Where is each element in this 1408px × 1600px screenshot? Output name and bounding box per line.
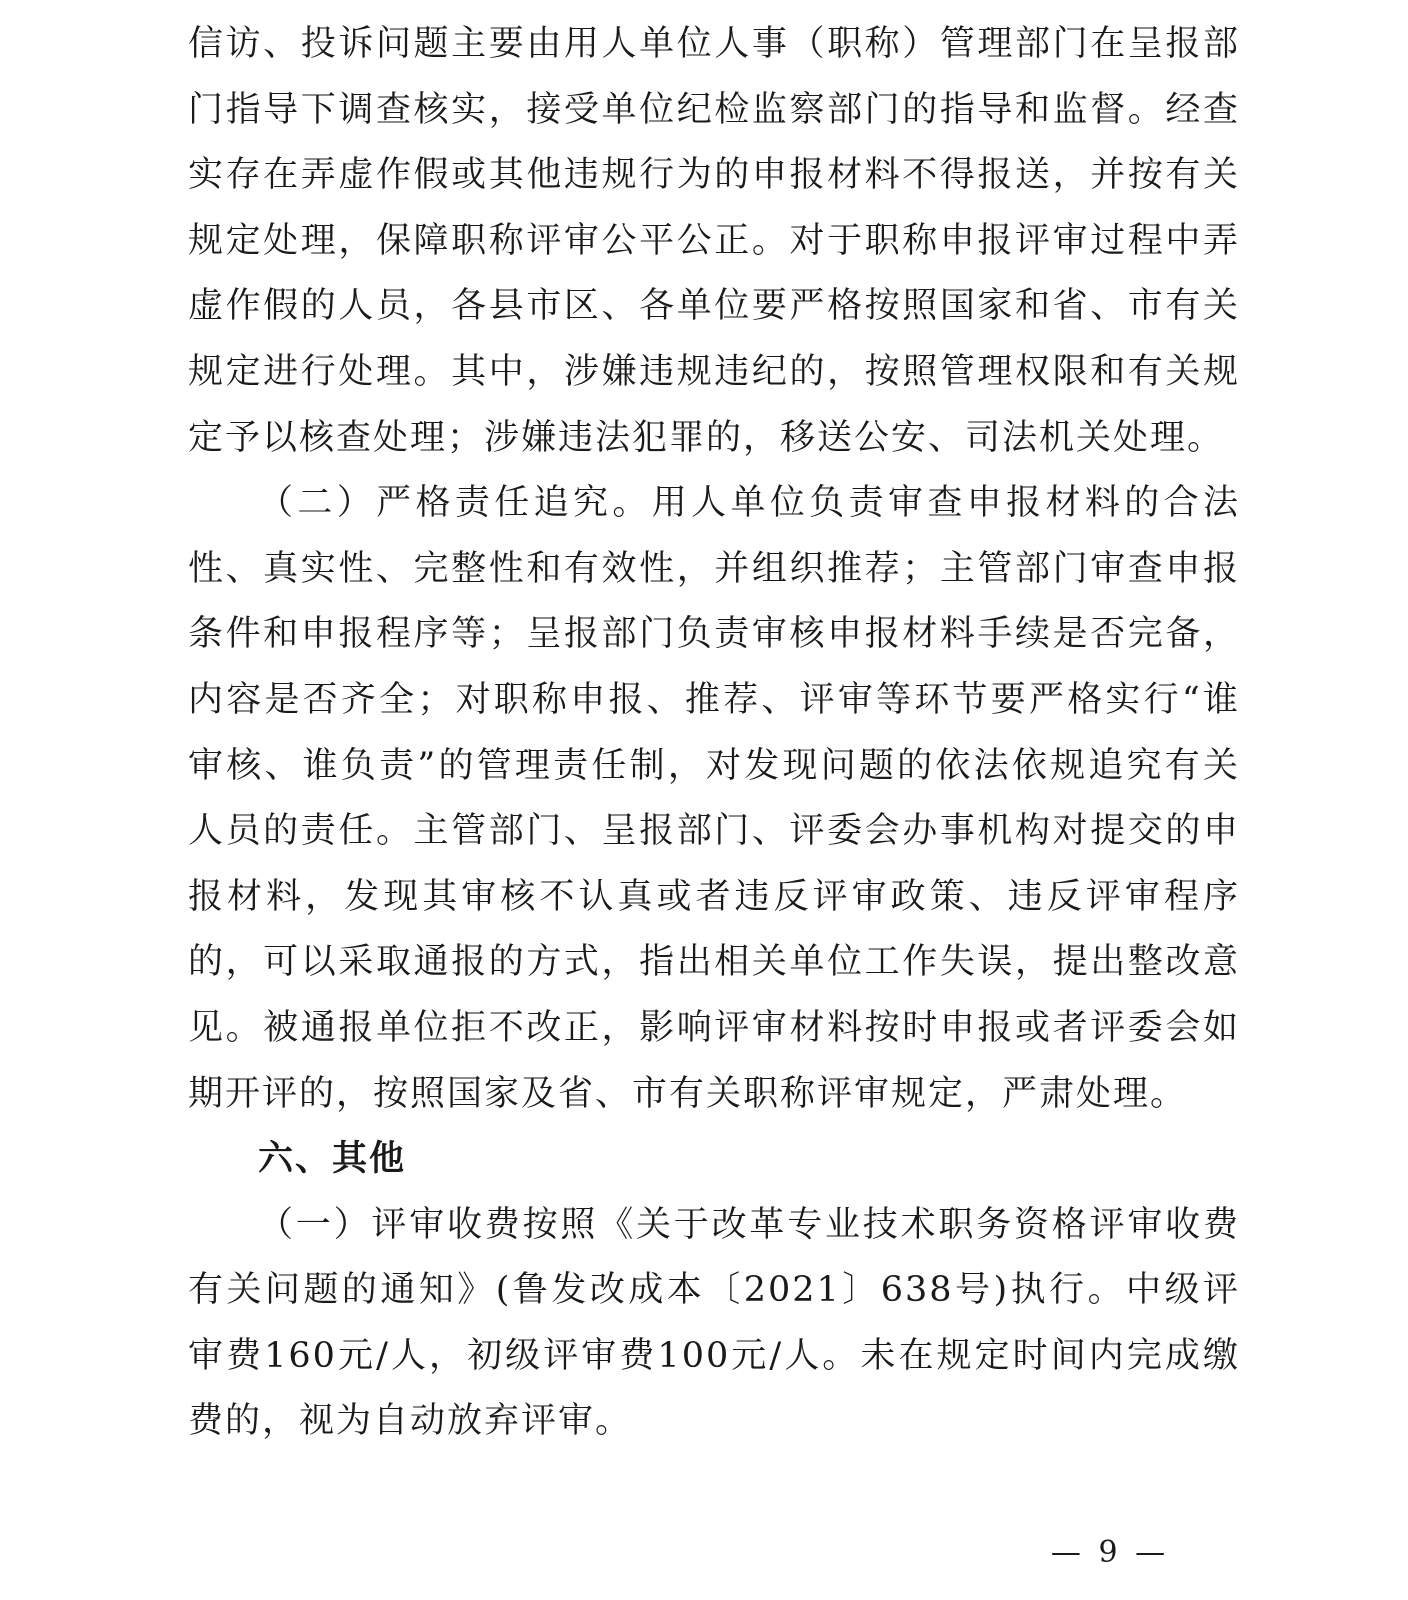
paragraph-accountability: （二）严格责任追究。用人单位负责审查申报材料的合法性、真实性、完整性和有效性，并组织推荐；主管部门审查申报条件和申报程序等；呈报部门负责审核申报材料手续是否完备，内容是否齐全；对职称申报、推荐、评审等环节要严格实行“谁审核、谁负责”的管理责任制，对发现问题的依法依规追究有关人员的责任。主管部门、呈报部门、评委会办事机构对提交的申报材料，发现其审核不认真或者违反评审政策、违反评审程序的，可以采取通报的方式，指出相关单位工作失误，提出整改意见。被通报单位拒不改正，影响评审材料按时申报或者评委会如期开评的，按照国家及省、市有关职称评审规定，严肃处理。 (188, 483, 1240, 1114)
paragraph-complaint-handling: 信访、投诉问题主要由用人单位人事（职称）管理部门在呈报部门指导下调查核实，接受单位纪检监察部门的指导和监督。经查实存在弄虚作假或其他违规行为的申报材料不得报送，并按有关规定处理，保障职称评审公平公正。对于职称申报评审过程中弄虚作假的人员，各县市区、各单位要严格按照国家和省、市有关规定进行处理。其中，涉嫌违规违纪的，按照管理权限和有关规定予以核查处理；涉嫌违法犯罪的，移送公安、司法机关处理。 (188, 24, 1240, 458)
paragraph-review-fees: （一）评审收费按照《关于改革专业技术职务资格评审收费有关问题的通知》(鲁发改成本〔2021〕638号)执行。中级评审费160元/人，初级评审费100元/人。未在规定时间内完成缴费的，视为自动放弃评审。 (188, 1204, 1240, 1442)
page-number: — 9 — (1050, 1535, 1170, 1570)
document-body (188, 12, 1240, 1455)
section-heading-other: 六、其他 (258, 1139, 407, 1180)
